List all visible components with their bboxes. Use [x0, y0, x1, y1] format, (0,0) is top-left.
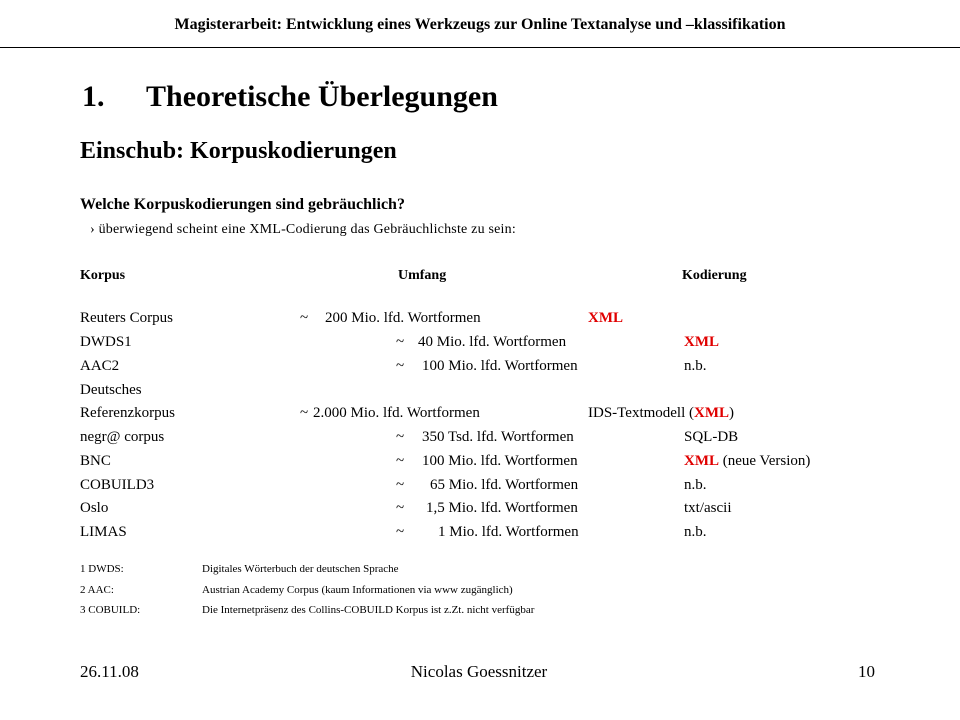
encoding-text: SQL-DB — [684, 429, 739, 445]
column-header-umfang: Umfang — [398, 268, 447, 283]
corpus-size: 200 Mio. lfd. Wortformen — [325, 310, 481, 326]
encoding-suffix: ) — [729, 405, 735, 421]
section-title: Theoretische Überlegungen — [146, 80, 498, 113]
corpus-encoding — [684, 477, 707, 494]
approx-symbol: ~ — [300, 405, 309, 421]
table-row — [0, 453, 960, 477]
encoding-text: n.b. — [684, 477, 707, 493]
footnote-text: Digitales Wörterbuch der deutschen Sprache — [202, 563, 399, 575]
section-heading — [82, 80, 498, 114]
approx-symbol: ~ — [396, 358, 405, 374]
corpus-size: 40 Mio. lfd. Wortformen — [418, 334, 567, 350]
corpus-name: BNC — [80, 453, 111, 469]
corpus-name: COBUILD3 — [80, 477, 155, 493]
approx-symbol: ~ — [396, 334, 405, 350]
corpus-name: Deutsches — [80, 382, 142, 398]
bullet-marker-icon: › — [90, 222, 95, 237]
section-number: 1. — [82, 80, 105, 113]
table-row — [0, 310, 960, 334]
footnote-label: 3 COBUILD: — [80, 604, 141, 616]
encoding-suffix: (neue Version) — [719, 453, 811, 469]
encoding-xml: XML — [684, 453, 719, 469]
footnote-text: Die Internetpräsenz des Collins-COBUILD Korpus ist z.Zt. nicht verfügbar — [202, 604, 535, 616]
corpus-size: 100 Mio. lfd. Wortformen — [422, 358, 578, 374]
subsection-heading: Einschub: Korpuskodierungen — [80, 138, 397, 164]
table-row — [0, 429, 960, 453]
table-row — [0, 334, 960, 358]
table-row — [0, 405, 960, 429]
corpus-size: 1 Mio. lfd. Wortformen — [438, 524, 579, 540]
corpus-encoding — [588, 310, 623, 327]
footer-date: 26.11.08 — [80, 662, 139, 681]
corpus-name: negr@ corpus — [80, 429, 165, 445]
corpus-name: Reuters Corpus — [80, 310, 173, 326]
corpus-name: AAC2 — [80, 358, 120, 374]
corpus-encoding — [684, 334, 719, 351]
encoding-text: txt/ascii — [684, 500, 732, 516]
table-row — [0, 477, 960, 501]
corpus-encoding — [588, 405, 734, 422]
corpus-encoding — [684, 429, 738, 446]
encoding-xml: XML — [694, 405, 730, 421]
corpus-encoding — [684, 500, 732, 517]
header-divider — [0, 47, 960, 48]
corpus-encoding — [684, 358, 707, 375]
encoding-text: n.b. — [684, 358, 707, 374]
encoding-xml: XML — [588, 310, 623, 326]
footnote-label: 2 AAC: — [80, 584, 114, 596]
column-header-korpus: Korpus — [80, 268, 126, 283]
approx-symbol: ~ — [396, 429, 405, 445]
bullet-text: überwiegend scheint eine XML-Codierung das Gebräuchlichste zu sein: — [98, 222, 516, 237]
footer-author: Nicolas Goessnitzer — [410, 662, 548, 681]
approx-symbol: ~ — [396, 500, 405, 516]
corpus-encoding — [684, 453, 810, 470]
encoding-text: IDS-Textmodell ( — [588, 405, 695, 421]
corpus-name: LIMAS — [80, 524, 127, 540]
corpus-size: 65 Mio. lfd. Wortformen — [430, 477, 579, 493]
encoding-text: n.b. — [684, 524, 707, 540]
approx-symbol: ~ — [396, 453, 405, 469]
corpus-size: 100 Mio. lfd. Wortformen — [422, 453, 578, 469]
table-row — [0, 500, 960, 524]
page-number: 10 — [858, 662, 875, 681]
document-header-title: Magisterarbeit: Entwicklung eines Werkzeugs zur Online Textanalyse und –klassifikation — [174, 16, 786, 33]
approx-symbol: ~ — [396, 524, 405, 540]
corpus-size: 2.000 Mio. lfd. Wortformen — [313, 405, 480, 421]
approx-symbol: ~ — [396, 477, 405, 493]
footnote-text: Austrian Academy Corpus (kaum Informationen via www zugänglich) — [202, 584, 513, 596]
approx-symbol: ~ — [300, 310, 309, 326]
column-header-kodierung: Kodierung — [682, 268, 747, 283]
corpus-size: 1,5 Mio. lfd. Wortformen — [426, 500, 578, 516]
corpus-name: Referenzkorpus — [80, 405, 175, 421]
footnote-label: 1 DWDS: — [80, 563, 124, 575]
corpus-size: 350 Tsd. lfd. Wortformen — [422, 429, 574, 445]
corpus-encoding — [684, 524, 707, 541]
table-row — [0, 524, 960, 548]
table-row — [0, 358, 960, 382]
encoding-xml: XML — [684, 334, 719, 350]
question-text: Welche Korpuskodierungen sind gebräuchlich? — [80, 196, 405, 213]
corpus-name: Oslo — [80, 500, 109, 516]
table-row — [0, 382, 960, 406]
corpus-name: DWDS1 — [80, 334, 132, 350]
bullet-point — [90, 222, 516, 238]
